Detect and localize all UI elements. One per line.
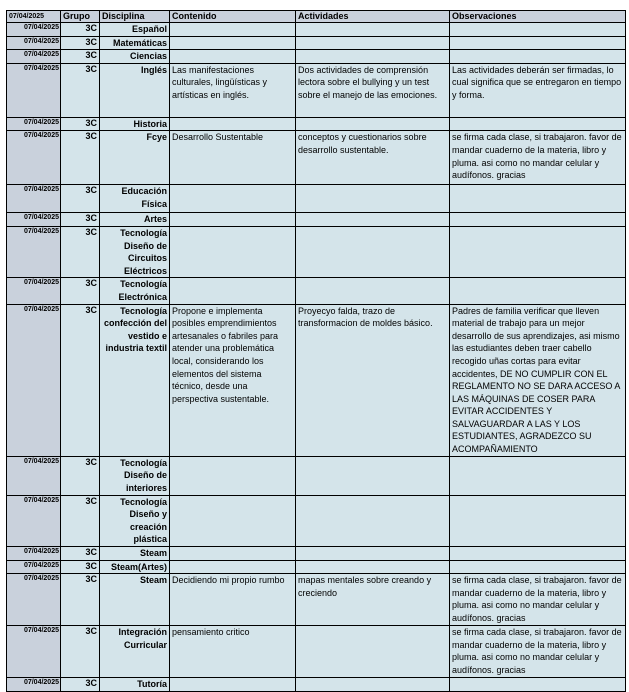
cell-observaciones <box>450 213 626 227</box>
header-fecha: 07/04/2025 <box>7 11 61 23</box>
cell-observaciones <box>450 185 626 213</box>
cell-actividades <box>296 117 450 131</box>
cell-disciplina: Tecnología Diseño de Circuitos Eléctricos <box>100 226 170 277</box>
cell-observaciones <box>450 117 626 131</box>
table-row <box>7 117 626 131</box>
cell-disciplina: Steam <box>100 547 170 561</box>
cell-contenido: Decidiendo mi propio rumbo <box>170 574 296 626</box>
cell-actividades <box>296 560 450 574</box>
table-row <box>7 50 626 64</box>
cell-fecha: 07/04/2025 <box>7 226 61 277</box>
cell-contenido <box>170 185 296 213</box>
cell-contenido <box>170 547 296 561</box>
cell-disciplina: Matemáticas <box>100 36 170 50</box>
cell-observaciones: Padres de familia verificar que lleven material de trabajo para un mejor desarrollo de sus aprendizajes, asi mismo las estudiantes deben traer cabello recogido uñas cortas para evitar accidentes, DE NO CUMPLIR CON EL REGLAMENTO NO SE DARA ACCESO A LAS MÁQUINAS DE COSER PARA EVITAR ACCIDENTES Y SALVAGUARDAR A LAS Y LOS ESTUDIANTES, AGRADEZCO SU ACOMPAÑAMIENTO <box>450 304 626 456</box>
cell-observaciones <box>450 495 626 546</box>
cell-fecha: 07/04/2025 <box>7 50 61 64</box>
cell-observaciones: se firma cada clase, si trabajaron. favor de mandar cuaderno de la materia, libro y pluma. asi como no mandar celular y audífonos. gracias <box>450 626 626 678</box>
cell-fecha: 07/04/2025 <box>7 560 61 574</box>
table-row <box>7 23 626 37</box>
cell-observaciones <box>450 547 626 561</box>
table-row <box>7 626 626 678</box>
cell-grupo: 3C <box>61 23 100 37</box>
cell-fecha: 07/04/2025 <box>7 36 61 50</box>
table-row <box>7 456 626 495</box>
cell-fecha: 07/04/2025 <box>7 574 61 626</box>
cell-disciplina: Ciencias <box>100 50 170 64</box>
cell-observaciones: Las actividades deberán ser firmadas, lo cual significa que se entregaron en tiempo y forma. <box>450 63 626 117</box>
cell-contenido <box>170 117 296 131</box>
schedule-table <box>6 10 626 692</box>
cell-observaciones <box>450 278 626 304</box>
table-row <box>7 574 626 626</box>
cell-contenido <box>170 23 296 37</box>
cell-actividades <box>296 626 450 678</box>
cell-grupo: 3C <box>61 50 100 64</box>
cell-disciplina: Fcye <box>100 131 170 185</box>
cell-grupo: 3C <box>61 547 100 561</box>
cell-actividades <box>296 50 450 64</box>
cell-grupo: 3C <box>61 36 100 50</box>
cell-observaciones <box>450 226 626 277</box>
cell-actividades <box>296 226 450 277</box>
cell-actividades <box>296 213 450 227</box>
cell-contenido <box>170 36 296 50</box>
table-row <box>7 678 626 692</box>
cell-disciplina: Integración Curricular <box>100 626 170 678</box>
cell-disciplina: Tecnología confección del vestido e industria textil <box>100 304 170 456</box>
cell-disciplina: Inglés <box>100 63 170 117</box>
cell-fecha: 07/04/2025 <box>7 213 61 227</box>
cell-disciplina: Historia <box>100 117 170 131</box>
cell-grupo: 3C <box>61 626 100 678</box>
cell-grupo: 3C <box>61 213 100 227</box>
cell-grupo: 3C <box>61 131 100 185</box>
cell-actividades <box>296 678 450 692</box>
table-row <box>7 63 626 117</box>
header-row <box>7 11 626 23</box>
cell-grupo: 3C <box>61 117 100 131</box>
cell-disciplina: Tutoría <box>100 678 170 692</box>
cell-disciplina: Steam(Artes) <box>100 560 170 574</box>
cell-fecha: 07/04/2025 <box>7 278 61 304</box>
table-row <box>7 278 626 304</box>
cell-disciplina: Tecnología Diseño de interiores <box>100 456 170 495</box>
header-contenido: Contenido <box>170 11 296 23</box>
cell-grupo: 3C <box>61 456 100 495</box>
cell-contenido: pensamiento critico <box>170 626 296 678</box>
cell-actividades: mapas mentales sobre creando y creciendo <box>296 574 450 626</box>
table-row <box>7 495 626 546</box>
cell-contenido <box>170 456 296 495</box>
table-row <box>7 213 626 227</box>
cell-contenido: Desarrollo Sustentable <box>170 131 296 185</box>
cell-fecha: 07/04/2025 <box>7 117 61 131</box>
cell-contenido <box>170 678 296 692</box>
cell-fecha: 07/04/2025 <box>7 63 61 117</box>
cell-contenido <box>170 213 296 227</box>
cell-fecha: 07/04/2025 <box>7 547 61 561</box>
cell-fecha: 07/04/2025 <box>7 304 61 456</box>
cell-contenido <box>170 50 296 64</box>
cell-contenido: Propone e implementa posibles emprendimientos artesanales o fabriles para atender una problemática local, considerando los elementos del sistema técnico, desde una perspectiva sustentable. <box>170 304 296 456</box>
header-observaciones: Observaciones <box>450 11 626 23</box>
cell-actividades: conceptos y cuestionarios sobre desarrollo sustentable. <box>296 131 450 185</box>
cell-disciplina: Educación Física <box>100 185 170 213</box>
cell-grupo: 3C <box>61 678 100 692</box>
cell-disciplina: Artes <box>100 213 170 227</box>
table-row <box>7 131 626 185</box>
cell-fecha: 07/04/2025 <box>7 626 61 678</box>
table-row <box>7 226 626 277</box>
cell-grupo: 3C <box>61 63 100 117</box>
cell-actividades <box>296 547 450 561</box>
cell-fecha: 07/04/2025 <box>7 131 61 185</box>
cell-grupo: 3C <box>61 226 100 277</box>
cell-fecha: 07/04/2025 <box>7 23 61 37</box>
table-row <box>7 185 626 213</box>
cell-contenido: Las manifestaciones culturales, lingüísticas y artísticas en inglés. <box>170 63 296 117</box>
cell-observaciones <box>450 678 626 692</box>
cell-disciplina: Steam <box>100 574 170 626</box>
cell-fecha: 07/04/2025 <box>7 495 61 546</box>
cell-actividades: Dos actividades de comprensión lectora sobre el bullying y un test sobre el manejo de las emociones. <box>296 63 450 117</box>
cell-disciplina: Tecnología Electrónica <box>100 278 170 304</box>
cell-actividades <box>296 495 450 546</box>
cell-observaciones <box>450 36 626 50</box>
table-row <box>7 36 626 50</box>
cell-fecha: 07/04/2025 <box>7 678 61 692</box>
cell-observaciones: se firma cada clase, si trabajaron. favor de mandar cuaderno de la materia, libro y pluma. asi como no mandar celular y audífonos. gracias <box>450 131 626 185</box>
cell-observaciones <box>450 560 626 574</box>
cell-disciplina: Tecnología Diseño y creación plástica <box>100 495 170 546</box>
cell-actividades <box>296 23 450 37</box>
cell-grupo: 3C <box>61 278 100 304</box>
cell-actividades: Proyecyo falda, trazo de transformacion de moldes básico. <box>296 304 450 456</box>
header-grupo: Grupo <box>61 11 100 23</box>
table-row <box>7 547 626 561</box>
cell-fecha: 07/04/2025 <box>7 185 61 213</box>
cell-contenido <box>170 278 296 304</box>
cell-grupo: 3C <box>61 560 100 574</box>
cell-contenido <box>170 226 296 277</box>
cell-observaciones <box>450 456 626 495</box>
header-actividades: Actividades <box>296 11 450 23</box>
cell-observaciones <box>450 50 626 64</box>
cell-actividades <box>296 278 450 304</box>
cell-contenido <box>170 560 296 574</box>
table-row <box>7 304 626 456</box>
cell-grupo: 3C <box>61 185 100 213</box>
cell-contenido <box>170 495 296 546</box>
cell-fecha: 07/04/2025 <box>7 456 61 495</box>
cell-actividades <box>296 36 450 50</box>
header-disciplina: Disciplina <box>100 11 170 23</box>
cell-actividades <box>296 185 450 213</box>
table-row <box>7 560 626 574</box>
cell-observaciones: se firma cada clase, si trabajaron. favor de mandar cuaderno de la materia, libro y pluma. asi como no mandar celular y audífonos. gracias <box>450 574 626 626</box>
cell-grupo: 3C <box>61 574 100 626</box>
cell-grupo: 3C <box>61 495 100 546</box>
cell-grupo: 3C <box>61 304 100 456</box>
cell-actividades <box>296 456 450 495</box>
cell-disciplina: Español <box>100 23 170 37</box>
cell-observaciones <box>450 23 626 37</box>
